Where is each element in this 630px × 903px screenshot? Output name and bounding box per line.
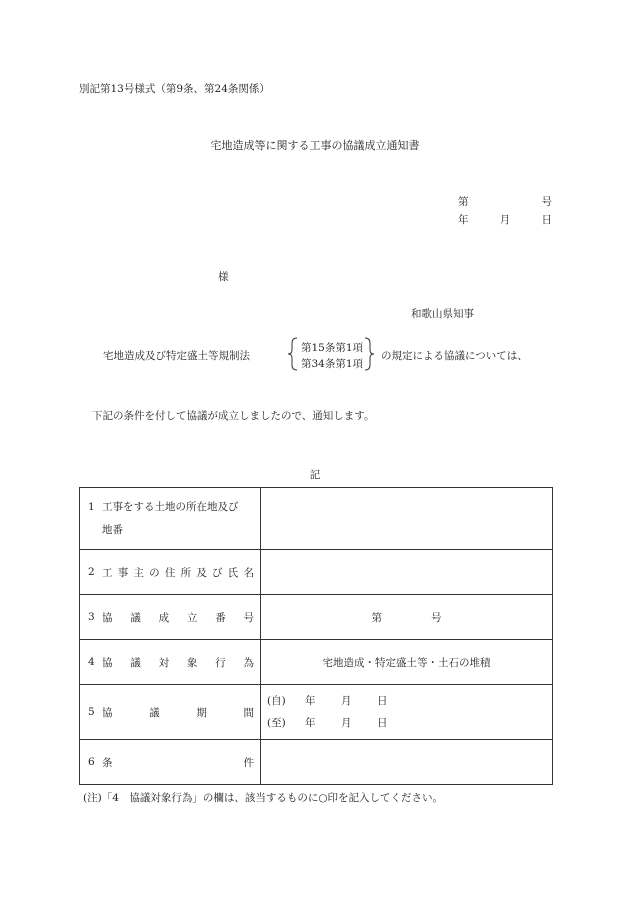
row-4-label <box>80 640 261 685</box>
label-char: 対 <box>158 656 170 669</box>
from-day: 日 <box>377 695 388 707</box>
to-month: 月 <box>341 717 352 729</box>
label-char: 協 <box>102 656 113 669</box>
label-char: 為 <box>243 656 254 669</box>
clause-brace-group <box>285 337 377 371</box>
row-number: 1 <box>88 500 95 513</box>
label-char: 間 <box>243 706 254 719</box>
label-char: 氏 <box>227 566 239 579</box>
table-row <box>80 595 553 640</box>
row-1-label-line-2: 地番 <box>102 523 123 536</box>
table-row <box>80 550 553 595</box>
label-char: 住 <box>164 566 176 579</box>
label-char: 及 <box>196 566 207 579</box>
label-char: 工 <box>102 566 113 579</box>
label-char: 立 <box>186 611 198 624</box>
law-name: 宅地造成及び特定盛土等規制法 <box>103 350 250 362</box>
period-from <box>261 690 552 712</box>
from-year: 年 <box>305 695 316 707</box>
from-tag: (自) <box>267 695 286 707</box>
label-char: 議 <box>149 706 160 719</box>
table-row <box>80 640 553 685</box>
document-number <box>458 194 552 209</box>
note-text: (注)「4 協議対象行為」の欄は、該当するものに○印を記入してください。 <box>83 792 444 804</box>
table-row <box>80 685 553 740</box>
label-char: 議 <box>130 611 141 624</box>
number-prefix: 第 <box>458 196 469 208</box>
to-day: 日 <box>377 717 388 729</box>
to-tag: (至) <box>267 717 286 729</box>
table-row <box>80 488 553 550</box>
label-char: 号 <box>243 611 254 624</box>
issuer: 和歌山県知事 <box>411 308 474 320</box>
row-1-label <box>80 488 261 550</box>
number-suffix: 号 <box>541 196 552 208</box>
label-char: 主 <box>133 566 144 579</box>
label-char: 事 <box>117 566 129 579</box>
body-text: 下記の条件を付して協議が成立しましたので、通知します。 <box>92 410 375 422</box>
row-6-value[interactable] <box>261 740 553 785</box>
row-3-value[interactable] <box>261 595 553 640</box>
right-brace <box>365 338 374 370</box>
row-1-value[interactable] <box>261 488 553 550</box>
clause-1: 第15条第1項 <box>301 342 364 354</box>
table-row <box>80 740 553 785</box>
row-4-value[interactable]: 宅地造成・特定盛土等・土石の堆積 <box>261 640 553 685</box>
label-char: 行 <box>215 656 226 669</box>
row-2-value[interactable] <box>261 550 553 595</box>
label-char: 協 <box>102 611 113 624</box>
label-char: 期 <box>196 706 207 719</box>
row-3-label <box>80 595 261 640</box>
label-char: 所 <box>180 566 192 579</box>
label-char: 条 <box>102 756 113 769</box>
items-table <box>79 487 553 785</box>
row-number: 4 <box>88 656 95 668</box>
clause-2: 第34条第1項 <box>301 358 364 370</box>
row-2-label <box>80 550 261 595</box>
label-char: 協 <box>102 706 113 719</box>
label-char: 番 <box>215 611 226 624</box>
label-char: の <box>149 566 160 579</box>
row-number: 2 <box>88 566 95 578</box>
row-5-label <box>80 685 261 740</box>
from-month: 月 <box>341 695 352 707</box>
label-char: 件 <box>243 756 254 769</box>
period-to <box>261 712 552 734</box>
left-brace <box>288 338 297 370</box>
date-day: 日 <box>541 214 552 226</box>
label-char: 議 <box>130 656 141 669</box>
label-char: 象 <box>186 656 198 669</box>
to-year: 年 <box>305 717 316 729</box>
row-5-value[interactable] <box>261 685 553 740</box>
addressee-suffix: 様 <box>218 271 229 283</box>
agreement-number-suffix: 号 <box>431 611 442 624</box>
law-tail-text: の規定による協議については、 <box>381 350 528 362</box>
agreement-number-prefix: 第 <box>371 611 382 624</box>
row-number: 6 <box>88 756 95 768</box>
row-1-label-line-1: 工事をする土地の所在地及び <box>102 500 239 513</box>
row-number: 3 <box>88 611 95 623</box>
ki-heading: 記 <box>309 469 321 481</box>
label-char: 名 <box>243 566 254 579</box>
date-year: 年 <box>458 214 469 226</box>
row-6-label <box>80 740 261 785</box>
date-month: 月 <box>499 214 511 226</box>
label-char: び <box>212 566 223 579</box>
label-char: 成 <box>158 611 170 624</box>
document-date <box>458 212 552 227</box>
document-title: 宅地造成等に関する工事の協議成立通知書 <box>210 139 420 152</box>
row-number: 5 <box>88 706 95 718</box>
form-id: 別記第13号様式（第9条、第24条関係） <box>79 83 270 95</box>
